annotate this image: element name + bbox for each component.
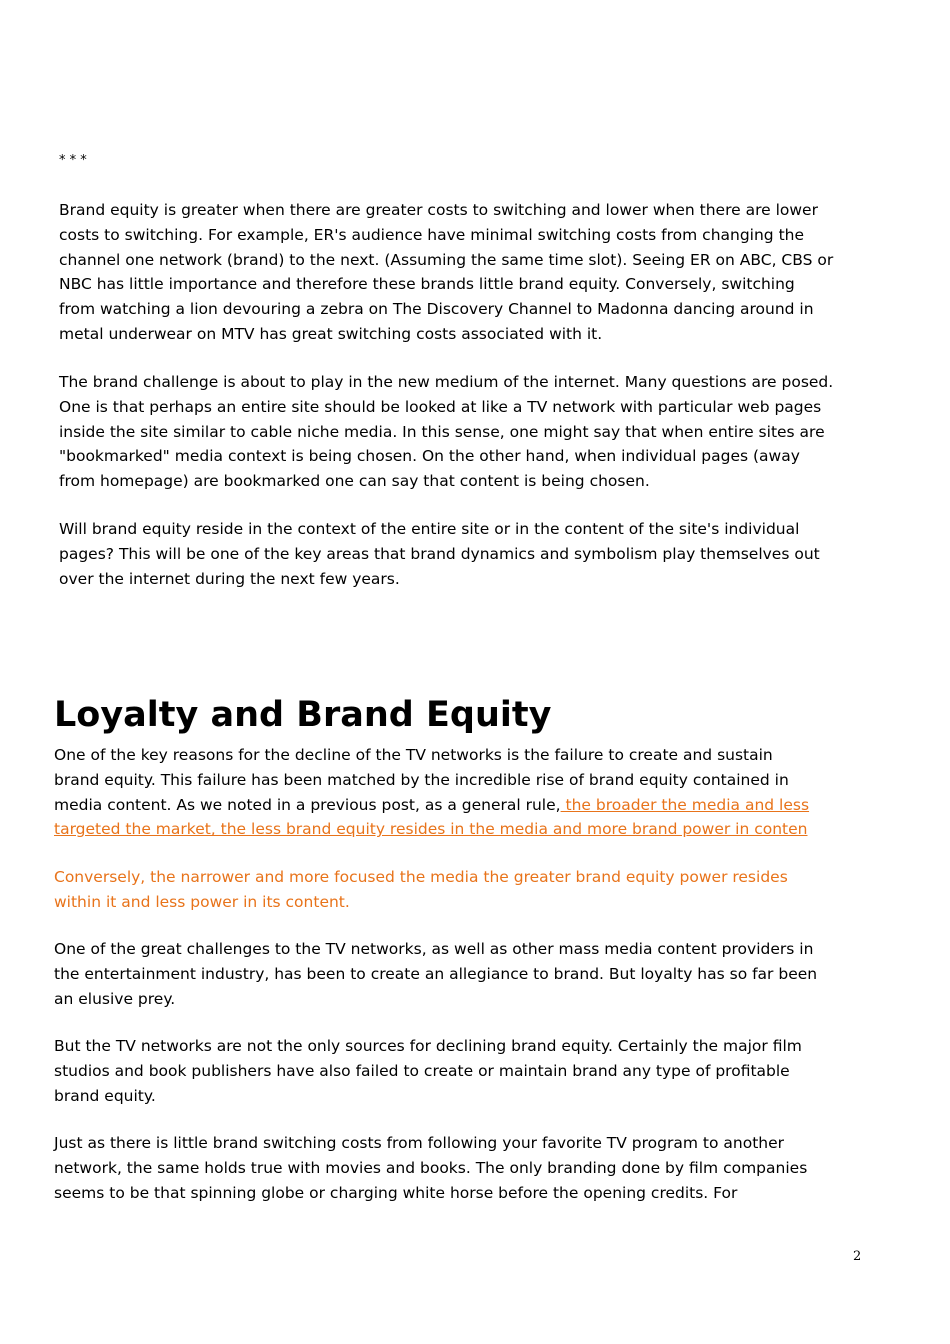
text-line: channel one network (brand) to the next. (Assuming the same time slot). Seeing ER on ABC, CBS or	[59, 250, 834, 269]
text-line: network, the same holds true with movies and books. The only branding done by film companies	[54, 1158, 808, 1177]
text-line: within it and less power in its content.	[54, 892, 350, 911]
text-line: the entertainment industry, has been to create an allegiance to brand. But loyalty has so far been	[54, 964, 818, 983]
text-line: seems to be that spinning globe or charging white horse before the opening credits. For	[54, 1183, 738, 1202]
text-line: Just as there is little brand switching costs from following your favorite TV program to another	[54, 1134, 784, 1152]
intro-paragraph-3	[59, 517, 820, 591]
text-line: metal underwear on MTV has great switching costs associated with it.	[59, 324, 603, 343]
section-paragraph-3	[54, 937, 817, 1011]
section-separator: * * *	[59, 153, 87, 168]
article-link[interactable]: the broader the media and less	[560, 795, 810, 814]
text-segment: media content. As we noted in a previous post, as a general rule,	[54, 795, 561, 814]
text-line: inside the site similar to cable niche media. In this sense, one might say that when entire sites are	[59, 422, 825, 441]
text-line: "bookmarked" media context is being chosen. On the other hand, when individual pages (away	[59, 447, 800, 466]
intro-paragraph-2	[59, 370, 833, 494]
text-line: studios and book publishers have also failed to create or maintain brand any type of profitable	[54, 1061, 790, 1080]
section-paragraph-2-highlight	[54, 865, 788, 915]
section-paragraph-5	[54, 1131, 807, 1205]
text-line: brand equity. This failure has been matched by the incredible rise of brand equity contained in	[54, 770, 789, 789]
article-link-continued[interactable]: targeted the market, the less brand equity resides in the media and more brand power in conten	[54, 820, 808, 839]
page-number: 2	[853, 1249, 862, 1264]
text-line: from homepage) are bookmarked one can say that content is being chosen.	[59, 472, 650, 491]
text-line: But the TV networks are not the only sources for declining brand equity. Certainly the major film	[54, 1037, 802, 1055]
text-line	[54, 793, 809, 818]
text-line: NBC has little importance and therefore these brands little brand equity. Conversely, switching	[59, 275, 795, 294]
text-line: brand equity.	[54, 1086, 156, 1105]
text-line: an elusive prey.	[54, 989, 176, 1008]
intro-paragraph-1	[59, 198, 833, 347]
text-line: Will brand equity reside in the context of the entire site or in the content of the site's individual	[59, 520, 800, 538]
text-line: costs to switching. For example, ER's audience have minimal switching costs from changing the	[59, 225, 805, 244]
text-line: Conversely, the narrower and more focused the media the greater brand equity power resides	[54, 868, 788, 886]
text-line	[54, 817, 809, 842]
text-line: One of the great challenges to the TV networks, as well as other mass media content providers in	[54, 940, 814, 958]
text-line: over the internet during the next few years.	[59, 569, 400, 588]
text-line: One is that perhaps an entire site should be looked at like a TV network with particular web pages	[59, 397, 822, 416]
section-paragraph-1	[54, 743, 809, 842]
text-line: One of the key reasons for the decline of the TV networks is the failure to create and sustain	[54, 746, 773, 764]
text-line: pages? This will be one of the key areas that brand dynamics and symbolism play themselves out	[59, 544, 820, 563]
section-paragraph-4	[54, 1034, 802, 1108]
section-heading: Loyalty and Brand Equity	[54, 695, 552, 735]
text-line: Brand equity is greater when there are greater costs to switching and lower when there are lower	[59, 201, 818, 219]
text-line: The brand challenge is about to play in the new medium of the internet. Many questions are posed.	[59, 373, 834, 391]
text-line: from watching a lion devouring a zebra on The Discovery Channel to Madonna dancing around in	[59, 300, 814, 319]
